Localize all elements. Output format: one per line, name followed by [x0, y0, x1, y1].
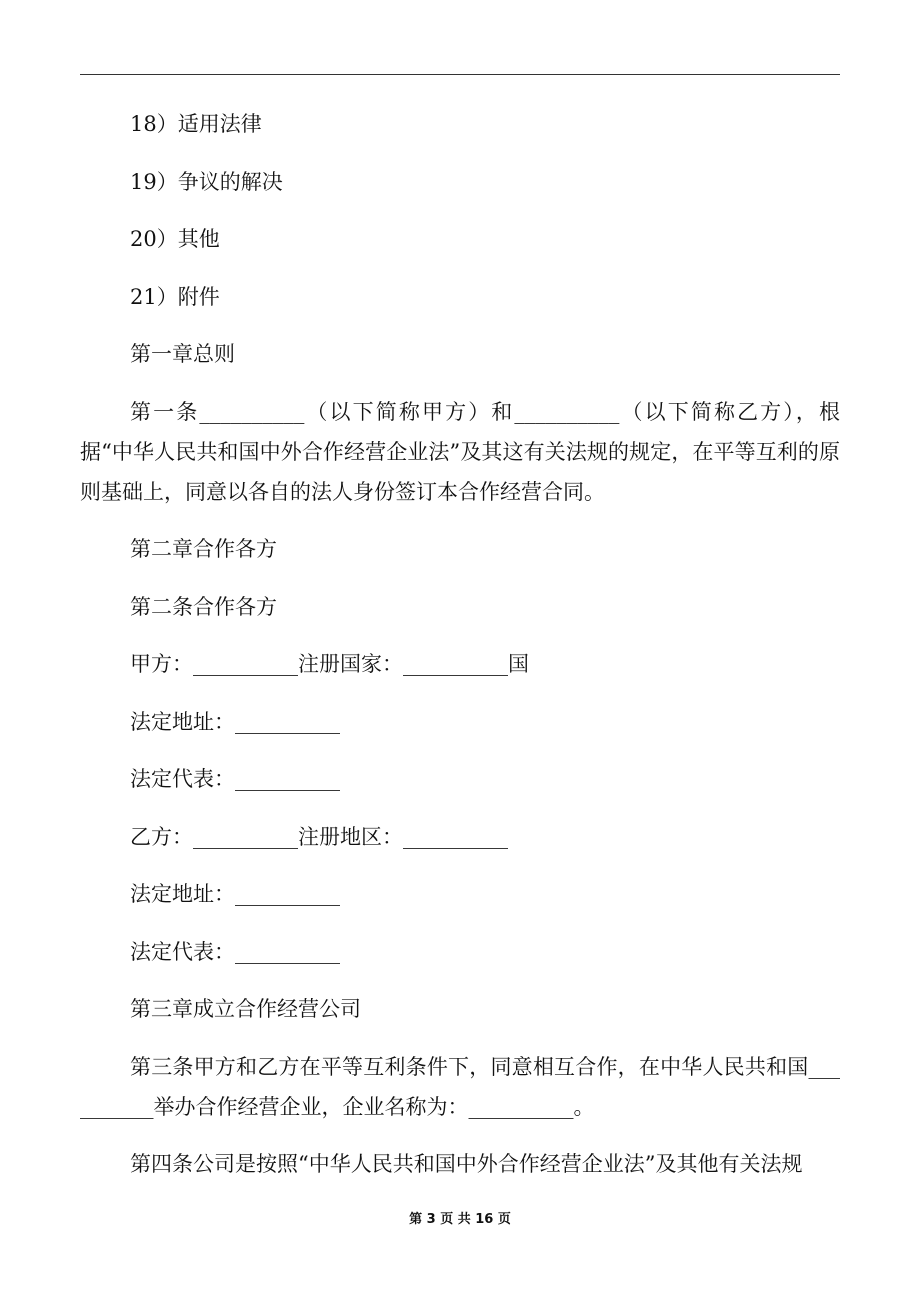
party-b-line: 乙方：__________注册地区：__________: [130, 824, 508, 849]
party-a-line: 甲方：__________注册国家：__________国: [130, 652, 529, 676]
document-body: [80, 104, 840, 1202]
chapter-heading-general: 第一章总则: [130, 342, 235, 366]
list-item-applicable-law: 18）适用法律: [130, 112, 262, 136]
article-4-paragraph: 第四条公司是按照“中华人民共和国中外合作经营企业法”及其他有关法规: [130, 1152, 803, 1176]
list-item-attachments: 21）附件: [130, 284, 220, 309]
party-a-representative: 法定代表：__________: [130, 767, 340, 791]
chapter-heading-establishment: 第三章成立合作经营公司: [130, 997, 361, 1021]
article-1-paragraph: 第一条__________（以下简称甲方）和__________（以下简称乙方），根据“中华人民共和国中外合作经营企业法”及其这有关法规的规定，在平等互利的原则基础上，同意以各自的法人身份签订本合作经营合同。: [80, 399, 840, 504]
page-footer: 第 3 页 共 16 页: [409, 1212, 511, 1227]
party-b-address: 法定地址：__________: [130, 882, 340, 906]
party-b-representative: 法定代表：__________: [130, 939, 340, 964]
party-a-address: 法定地址：__________: [130, 709, 340, 734]
article-3-paragraph: 第三条甲方和乙方在平等互利条件下，同意相互合作，在中华人民共和国__________举办合作经营企业，企业名称为：__________。: [80, 1054, 840, 1119]
header-rule: [80, 74, 840, 75]
list-item-other: 20）其他: [130, 227, 220, 251]
list-item-dispute-resolution: 19）争议的解决: [130, 169, 283, 194]
article-2-heading: 第二条合作各方: [130, 594, 277, 619]
chapter-heading-parties: 第二章合作各方: [130, 537, 277, 561]
